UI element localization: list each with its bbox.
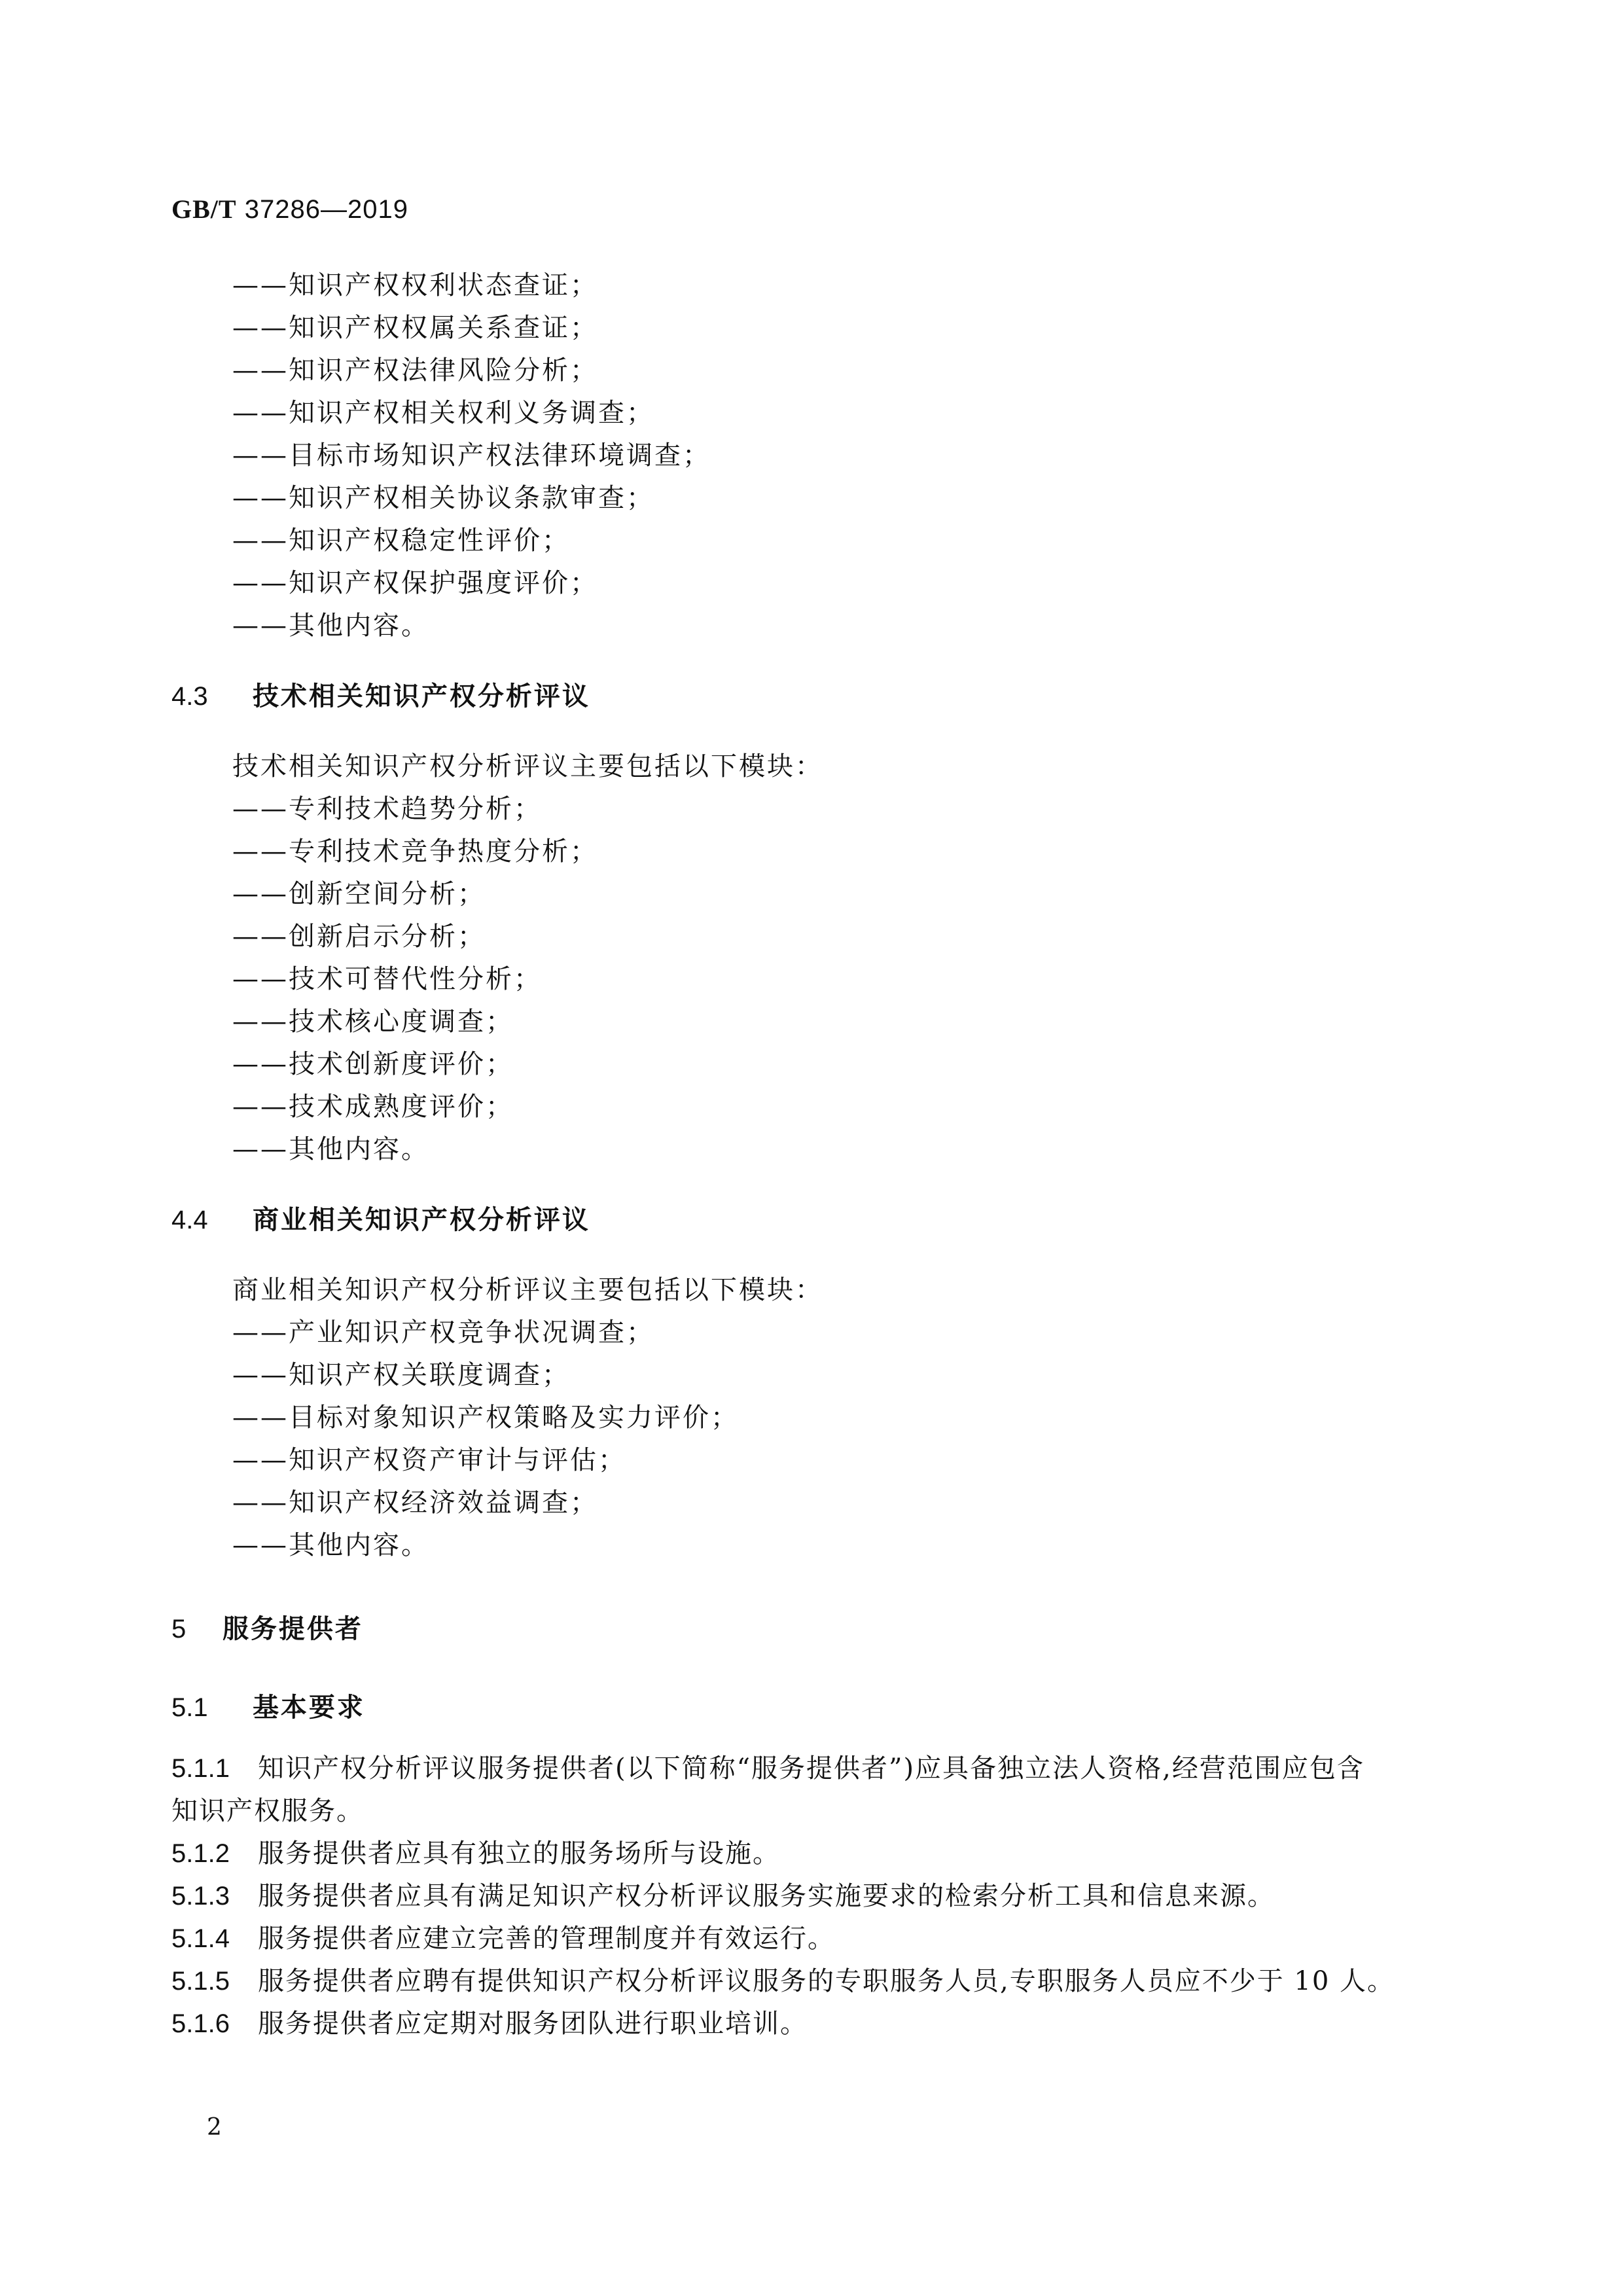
clause-number: 5.1.3 <box>171 1882 230 1910</box>
list-item: ——专利技术趋势分析； <box>232 794 542 824</box>
list-item: ——产业知识产权竞争状况调查； <box>232 1318 654 1348</box>
section-title: 技术相关知识产权分析评议 <box>252 681 590 711</box>
list-item: ——技术创新度评价； <box>232 1049 514 1079</box>
list-item: ——目标市场知识产权法律环境调查； <box>232 440 711 471</box>
clause-number: 5.1.5 <box>171 1967 230 1996</box>
clause-number: 5.1.6 <box>171 2009 230 2038</box>
section-heading-5 <box>171 1613 363 1645</box>
list-item: ——知识产权相关权利义务调查； <box>232 398 654 428</box>
list-item: ——其他内容。 <box>232 611 429 641</box>
list-item: ——知识产权相关协议条款审查； <box>232 483 654 513</box>
clause-number: 5.1.2 <box>171 1839 230 1868</box>
clause-text: 服务提供者应建立完善的管理制度并有效运行。 <box>258 1924 835 1954</box>
list-item: ——目标对象知识产权策略及实力评价； <box>232 1403 739 1433</box>
clause-number: 5.1.4 <box>171 1924 230 1953</box>
clause-text: 服务提供者应具有满足知识产权分析评议服务实施要求的检索分析工具和信息来源。 <box>258 1881 1275 1911</box>
section-number: 5.1 <box>171 1693 208 1722</box>
section-heading-4-4 <box>171 1204 590 1236</box>
list-item: ——其他内容。 <box>232 1134 429 1164</box>
clause-text: 服务提供者应定期对服务团队进行职业培训。 <box>258 2009 808 2039</box>
clause-5-1-1-continued: 知识产权服务。 <box>171 1796 364 1826</box>
list-item: ——知识产权法律风险分析； <box>232 355 598 386</box>
page-number: 2 <box>207 2114 222 2141</box>
document-header <box>171 194 408 224</box>
list-item: ——知识产权经济效益调查； <box>232 1488 598 1518</box>
section-intro: 技术相关知识产权分析评议主要包括以下模块： <box>232 751 823 781</box>
list-item: ——知识产权权利状态查证； <box>232 270 598 300</box>
list-item: ——技术成熟度评价； <box>232 1092 514 1122</box>
section-title: 商业相关知识产权分析评议 <box>252 1205 590 1235</box>
standard-code: GB/T <box>171 194 237 224</box>
section-number: 5 <box>171 1615 187 1643</box>
list-item: ——创新启示分析； <box>232 922 486 952</box>
section-title: 基本要求 <box>252 1693 365 1723</box>
clause-5-1-6 <box>171 2008 808 2039</box>
clause-text: 知识产权分析评议服务提供者(以下简称“服务提供者”)应具备独立法人资格,经营范围应包含 <box>258 1753 1364 1784</box>
list-item: ——知识产权稳定性评价； <box>232 526 570 556</box>
clause-text: 服务提供者应聘有提供知识产权分析评议服务的专职服务人员,专职服务人员应不少于 10 人。 <box>258 1966 1395 1996</box>
section-title: 服务提供者 <box>222 1614 363 1644</box>
section-heading-5-1 <box>171 1692 365 1723</box>
clause-5-1-5 <box>171 1965 1395 1997</box>
list-item: ——技术可替代性分析； <box>232 964 542 994</box>
clause-5-1-3 <box>171 1880 1275 1912</box>
section-intro: 商业相关知识产权分析评议主要包括以下模块： <box>232 1275 823 1305</box>
list-item: ——知识产权关联度调查； <box>232 1360 570 1390</box>
clause-5-1-4 <box>171 1923 835 1954</box>
section-number: 4.3 <box>171 682 208 711</box>
clause-number: 5.1.1 <box>171 1754 230 1783</box>
section-heading-4-3 <box>171 681 590 712</box>
clause-5-1-2 <box>171 1838 780 1869</box>
list-item: ——其他内容。 <box>232 1530 429 1560</box>
section-number: 4.4 <box>171 1206 208 1234</box>
list-item: ——知识产权保护强度评价； <box>232 568 598 598</box>
list-item: ——知识产权资产审计与评估； <box>232 1445 626 1475</box>
standard-number: 37286—2019 <box>244 195 408 224</box>
list-item: ——知识产权权属关系查证； <box>232 313 598 343</box>
clause-5-1-1 <box>171 1753 1364 1784</box>
list-item: ——专利技术竞争热度分析； <box>232 836 598 867</box>
clause-text: 服务提供者应具有独立的服务场所与设施。 <box>258 1839 780 1869</box>
list-item: ——技术核心度调查； <box>232 1007 514 1037</box>
list-item: ——创新空间分析； <box>232 879 486 909</box>
